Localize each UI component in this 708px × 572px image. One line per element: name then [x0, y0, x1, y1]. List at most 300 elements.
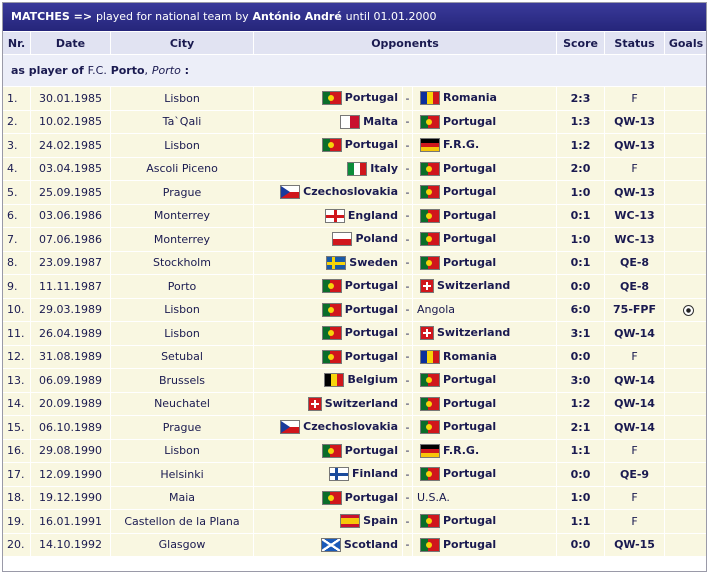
row-goals — [665, 510, 707, 533]
row-goals — [665, 228, 707, 251]
row-city: Lisbon — [111, 440, 253, 463]
row-score: 3:0 — [557, 369, 604, 392]
row-goals — [665, 463, 707, 486]
flag-portugal-icon — [322, 350, 342, 364]
row-away-team — [413, 393, 556, 416]
row-home-team — [254, 87, 402, 110]
row-goals — [665, 487, 707, 510]
row-goals — [665, 275, 707, 298]
away-team-link[interactable]: Portugal — [443, 255, 497, 269]
row-nr: 17. — [3, 463, 30, 486]
flag-portugal-icon — [322, 138, 342, 152]
away-team-link[interactable]: Portugal — [443, 396, 497, 410]
row-goals — [665, 369, 707, 392]
row-home-team — [254, 416, 402, 439]
away-team-link[interactable]: Portugal — [443, 537, 497, 551]
row-city: Lisbon — [111, 134, 253, 157]
row-nr: 16. — [3, 440, 30, 463]
home-team-link[interactable]: Poland — [355, 232, 398, 246]
row-status: QW-15 — [605, 534, 664, 557]
flag-portugal-icon — [420, 538, 440, 552]
row-dash: - — [403, 510, 412, 533]
section-city: Porto — [151, 64, 181, 77]
row-nr: 2. — [3, 111, 30, 134]
row-score: 1:3 — [557, 111, 604, 134]
row-city: Maia — [111, 487, 253, 510]
away-team-link[interactable]: F.R.G. — [443, 138, 480, 152]
row-score: 1:0 — [557, 228, 604, 251]
row-away-team — [413, 111, 556, 134]
away-team-link[interactable]: Romania — [443, 91, 497, 105]
row-date: 20.09.1989 — [31, 393, 110, 416]
row-home-team — [254, 134, 402, 157]
home-team-link[interactable]: Portugal — [344, 326, 398, 340]
row-nr: 15. — [3, 416, 30, 439]
flag-czechoslovakia-icon — [280, 420, 300, 434]
flag-portugal-icon — [420, 373, 440, 387]
matches-table — [2, 31, 707, 557]
away-team-link[interactable]: Portugal — [443, 420, 497, 434]
row-dash: - — [403, 369, 412, 392]
row-date: 29.03.1989 — [31, 299, 110, 322]
flag-romania-icon — [420, 350, 440, 364]
row-nr: 12. — [3, 346, 30, 369]
away-team-link[interactable]: Portugal — [443, 514, 497, 528]
flag-portugal-icon — [322, 444, 342, 458]
row-dash: - — [403, 299, 412, 322]
row-city: Brussels — [111, 369, 253, 392]
row-city: Glasgow — [111, 534, 253, 557]
row-nr: 14. — [3, 393, 30, 416]
home-team-link[interactable]: Switzerland — [324, 396, 398, 410]
row-city: Neuchatel — [111, 393, 253, 416]
row-away-team — [413, 205, 556, 228]
row-goals — [665, 440, 707, 463]
home-team-link[interactable]: Portugal — [344, 138, 398, 152]
row-city: Helsinki — [111, 463, 253, 486]
flag-switzerland-icon — [308, 397, 322, 411]
matches-panel — [2, 2, 707, 572]
row-home-team — [254, 393, 402, 416]
row-city: Lisbon — [111, 87, 253, 110]
row-score: 2:3 — [557, 87, 604, 110]
row-city: Prague — [111, 416, 253, 439]
home-team-link[interactable]: Czechoslovakia — [303, 420, 398, 434]
row-away-team — [413, 440, 556, 463]
row-away-team — [413, 463, 556, 486]
title-played-for: played for national team by — [95, 10, 249, 23]
row-city: Stockholm — [111, 252, 253, 275]
section-row — [3, 55, 707, 86]
flag-portugal-icon — [322, 326, 342, 340]
flag-romania-icon — [420, 91, 440, 105]
flag-italy-icon — [347, 162, 367, 176]
row-date: 29.08.1990 — [31, 440, 110, 463]
flag-portugal-icon — [420, 467, 440, 481]
row-city: Monterrey — [111, 205, 253, 228]
col-header-nr: Nr. — [3, 32, 30, 54]
row-city: Lisbon — [111, 299, 253, 322]
away-team-link[interactable]: Portugal — [443, 232, 497, 246]
home-team-link[interactable]: Portugal — [344, 279, 398, 293]
row-dash: - — [403, 181, 412, 204]
row-goals — [665, 111, 707, 134]
row-away-team — [413, 181, 556, 204]
row-home-team — [254, 252, 402, 275]
section-prefix: as player of — [11, 64, 84, 77]
row-dash: - — [403, 252, 412, 275]
row-date: 24.02.1985 — [31, 134, 110, 157]
section-suffix: : — [184, 64, 190, 77]
section-label — [3, 55, 707, 86]
title-until: until 01.01.2000 — [345, 10, 437, 23]
row-goals — [665, 346, 707, 369]
home-team-link[interactable]: Portugal — [344, 302, 398, 316]
row-away-team — [413, 416, 556, 439]
row-home-team — [254, 205, 402, 228]
table-row — [3, 463, 707, 486]
row-home-team — [254, 158, 402, 181]
flag-belgium-icon — [324, 373, 344, 387]
away-team-link[interactable]: Portugal — [443, 161, 497, 175]
row-goals — [665, 158, 707, 181]
row-goals — [665, 181, 707, 204]
table-row — [3, 487, 707, 510]
row-score: 1:2 — [557, 134, 604, 157]
table-row — [3, 299, 707, 322]
row-goals — [665, 322, 707, 345]
row-date: 14.10.1992 — [31, 534, 110, 557]
row-home-team — [254, 346, 402, 369]
section-comma: , — [144, 64, 149, 77]
row-nr: 9. — [3, 275, 30, 298]
flag-poland-icon — [332, 232, 352, 246]
flag-portugal-icon — [420, 162, 440, 176]
home-team-link[interactable]: Spain — [363, 514, 398, 528]
row-away-team — [413, 134, 556, 157]
row-away-team — [413, 252, 556, 275]
row-dash: - — [403, 158, 412, 181]
row-date: 26.04.1989 — [31, 322, 110, 345]
row-dash: - — [403, 111, 412, 134]
table-row — [3, 228, 707, 251]
row-city: Prague — [111, 181, 253, 204]
flag-portugal-icon — [420, 115, 440, 129]
row-home-team — [254, 369, 402, 392]
flag-malta-icon — [340, 115, 360, 129]
row-away-team — [413, 228, 556, 251]
row-goals — [665, 299, 707, 322]
row-goals — [665, 134, 707, 157]
row-away-team — [413, 369, 556, 392]
table-row — [3, 181, 707, 204]
home-team-link[interactable]: Finland — [351, 467, 398, 481]
row-status: WC-13 — [605, 205, 664, 228]
row-score: 0:0 — [557, 275, 604, 298]
away-team-link[interactable]: Switzerland — [437, 326, 511, 340]
row-away-team — [413, 158, 556, 181]
row-score: 1:0 — [557, 181, 604, 204]
flag-frg-icon — [420, 444, 440, 458]
row-home-team — [254, 111, 402, 134]
table-row — [3, 393, 707, 416]
row-nr: 7. — [3, 228, 30, 251]
row-dash: - — [403, 463, 412, 486]
row-date: 03.04.1985 — [31, 158, 110, 181]
away-team-link: U.S.A. — [417, 491, 450, 505]
title-matches: MATCHES => — [11, 10, 93, 23]
row-status: F — [605, 87, 664, 110]
row-nr: 20. — [3, 534, 30, 557]
section-club-pre: F.C. — [87, 64, 107, 77]
row-goals — [665, 393, 707, 416]
row-nr: 1. — [3, 87, 30, 110]
row-score: 0:0 — [557, 534, 604, 557]
row-city: Ascoli Piceno — [111, 158, 253, 181]
table-row — [3, 252, 707, 275]
row-status: QW-13 — [605, 134, 664, 157]
row-status: QW-14 — [605, 393, 664, 416]
row-date: 16.01.1991 — [31, 510, 110, 533]
row-date: 23.09.1987 — [31, 252, 110, 275]
row-city: Lisbon — [111, 322, 253, 345]
row-status: F — [605, 346, 664, 369]
flag-frg-icon — [420, 138, 440, 152]
row-nr: 3. — [3, 134, 30, 157]
flag-portugal-icon — [420, 256, 440, 270]
away-team-link[interactable]: Switzerland — [437, 279, 511, 293]
home-team-link[interactable]: Belgium — [347, 373, 398, 387]
away-team-link[interactable]: Portugal — [443, 467, 497, 481]
row-status: QW-13 — [605, 111, 664, 134]
row-dash: - — [403, 487, 412, 510]
row-nr: 8. — [3, 252, 30, 275]
row-status: QW-14 — [605, 322, 664, 345]
row-status: WC-13 — [605, 228, 664, 251]
flag-portugal-icon — [322, 491, 342, 505]
row-dash: - — [403, 205, 412, 228]
flag-finland-icon — [329, 467, 349, 481]
home-team-link[interactable]: England — [347, 208, 398, 222]
row-away-team — [413, 487, 556, 510]
flag-portugal-icon — [420, 185, 440, 199]
table-row — [3, 510, 707, 533]
row-score: 0:0 — [557, 463, 604, 486]
row-nr: 5. — [3, 181, 30, 204]
away-team-link[interactable]: Romania — [443, 349, 497, 363]
row-score: 1:2 — [557, 393, 604, 416]
section-club-link[interactable]: Porto — [110, 64, 145, 77]
home-team-link[interactable]: Portugal — [344, 91, 398, 105]
flag-switzerland-icon — [420, 279, 434, 293]
home-team-link[interactable]: Portugal — [344, 490, 398, 504]
row-score: 1:1 — [557, 440, 604, 463]
home-team-link[interactable]: Czechoslovakia — [303, 185, 398, 199]
table-row — [3, 416, 707, 439]
row-city: Castellon de la Plana — [111, 510, 253, 533]
row-nr: 4. — [3, 158, 30, 181]
row-goals — [665, 252, 707, 275]
home-team-link[interactable]: Sweden — [349, 255, 398, 269]
row-score: 2:0 — [557, 158, 604, 181]
flag-czechoslovakia-icon — [280, 185, 300, 199]
row-score: 0:1 — [557, 205, 604, 228]
row-date: 19.12.1990 — [31, 487, 110, 510]
row-status: QW-13 — [605, 181, 664, 204]
row-status: F — [605, 440, 664, 463]
title-player-name[interactable]: António André — [252, 10, 342, 23]
row-date: 12.09.1990 — [31, 463, 110, 486]
row-status: F — [605, 158, 664, 181]
row-dash: - — [403, 134, 412, 157]
row-date: 10.02.1985 — [31, 111, 110, 134]
row-date: 06.09.1989 — [31, 369, 110, 392]
table-row — [3, 534, 707, 557]
col-header-goals: Goals — [665, 32, 707, 54]
flag-switzerland-icon — [420, 326, 434, 340]
row-status: QE-9 — [605, 463, 664, 486]
flag-portugal-icon — [322, 279, 342, 293]
row-away-team — [413, 322, 556, 345]
row-nr: 10. — [3, 299, 30, 322]
table-row — [3, 346, 707, 369]
row-date: 25.09.1985 — [31, 181, 110, 204]
row-dash: - — [403, 346, 412, 369]
row-status: QW-14 — [605, 369, 664, 392]
row-home-team — [254, 440, 402, 463]
row-nr: 6. — [3, 205, 30, 228]
row-away-team — [413, 87, 556, 110]
away-team-link[interactable]: Portugal — [443, 373, 497, 387]
flag-scotland-icon — [321, 538, 341, 552]
panel-title — [3, 3, 706, 31]
row-away-team — [413, 346, 556, 369]
table-row — [3, 158, 707, 181]
table-row — [3, 87, 707, 110]
flag-portugal-icon — [322, 303, 342, 317]
row-home-team — [254, 534, 402, 557]
row-nr: 18. — [3, 487, 30, 510]
col-header-status: Status — [605, 32, 664, 54]
header-row — [3, 32, 707, 54]
row-status: F — [605, 487, 664, 510]
row-score: 1:0 — [557, 487, 604, 510]
row-date: 06.10.1989 — [31, 416, 110, 439]
row-home-team — [254, 463, 402, 486]
flag-england-icon — [325, 209, 345, 223]
row-date: 07.06.1986 — [31, 228, 110, 251]
row-city: Monterrey — [111, 228, 253, 251]
home-team-link[interactable]: Portugal — [344, 443, 398, 457]
row-away-team — [413, 275, 556, 298]
row-status: 75-FPF — [605, 299, 664, 322]
row-date: 03.06.1986 — [31, 205, 110, 228]
row-date: 31.08.1989 — [31, 346, 110, 369]
row-status: QW-14 — [605, 416, 664, 439]
flag-portugal-icon — [420, 232, 440, 246]
away-team-link[interactable]: Portugal — [443, 114, 497, 128]
row-status: F — [605, 510, 664, 533]
row-city: Setubal — [111, 346, 253, 369]
row-dash: - — [403, 393, 412, 416]
flag-portugal-icon — [420, 209, 440, 223]
row-home-team — [254, 181, 402, 204]
table-row — [3, 134, 707, 157]
row-home-team — [254, 510, 402, 533]
home-team-link[interactable]: Scotland — [343, 537, 398, 551]
away-team-link[interactable]: Portugal — [443, 185, 497, 199]
row-status: QE-8 — [605, 275, 664, 298]
row-home-team — [254, 322, 402, 345]
col-header-opponents: Opponents — [254, 32, 556, 54]
row-goals — [665, 205, 707, 228]
home-team-link[interactable]: Malta — [363, 114, 398, 128]
away-team-link: Angola — [417, 303, 456, 317]
row-nr: 19. — [3, 510, 30, 533]
row-goals — [665, 534, 707, 557]
home-team-link[interactable]: Italy — [370, 161, 398, 175]
row-dash: - — [403, 322, 412, 345]
row-away-team — [413, 299, 556, 322]
row-home-team — [254, 275, 402, 298]
table-row — [3, 205, 707, 228]
row-dash: - — [403, 87, 412, 110]
col-header-score: Score — [557, 32, 604, 54]
row-away-team — [413, 534, 556, 557]
row-dash: - — [403, 534, 412, 557]
row-score: 3:1 — [557, 322, 604, 345]
flag-portugal-icon — [420, 514, 440, 528]
flag-portugal-icon — [322, 91, 342, 105]
row-score: 1:1 — [557, 510, 604, 533]
away-team-link[interactable]: F.R.G. — [443, 443, 480, 457]
row-date: 11.11.1987 — [31, 275, 110, 298]
row-date: 30.01.1985 — [31, 87, 110, 110]
flag-portugal-icon — [420, 397, 440, 411]
football-icon — [683, 305, 694, 316]
row-home-team — [254, 228, 402, 251]
table-row — [3, 111, 707, 134]
row-home-team — [254, 299, 402, 322]
row-goals — [665, 87, 707, 110]
col-header-city: City — [111, 32, 253, 54]
flag-spain-icon — [340, 514, 360, 528]
table-row — [3, 275, 707, 298]
row-dash: - — [403, 416, 412, 439]
row-score: 0:1 — [557, 252, 604, 275]
row-city: Ta`Qali — [111, 111, 253, 134]
row-city: Porto — [111, 275, 253, 298]
row-score: 0:0 — [557, 346, 604, 369]
away-team-link[interactable]: Portugal — [443, 208, 497, 222]
row-goals — [665, 416, 707, 439]
row-home-team — [254, 487, 402, 510]
row-away-team — [413, 510, 556, 533]
row-status: QE-8 — [605, 252, 664, 275]
row-nr: 13. — [3, 369, 30, 392]
table-row — [3, 369, 707, 392]
row-score: 6:0 — [557, 299, 604, 322]
table-row — [3, 440, 707, 463]
row-dash: - — [403, 275, 412, 298]
col-header-date: Date — [31, 32, 110, 54]
row-dash: - — [403, 440, 412, 463]
flag-portugal-icon — [420, 420, 440, 434]
home-team-link[interactable]: Portugal — [344, 349, 398, 363]
flag-sweden-icon — [326, 256, 346, 270]
row-dash: - — [403, 228, 412, 251]
table-row — [3, 322, 707, 345]
